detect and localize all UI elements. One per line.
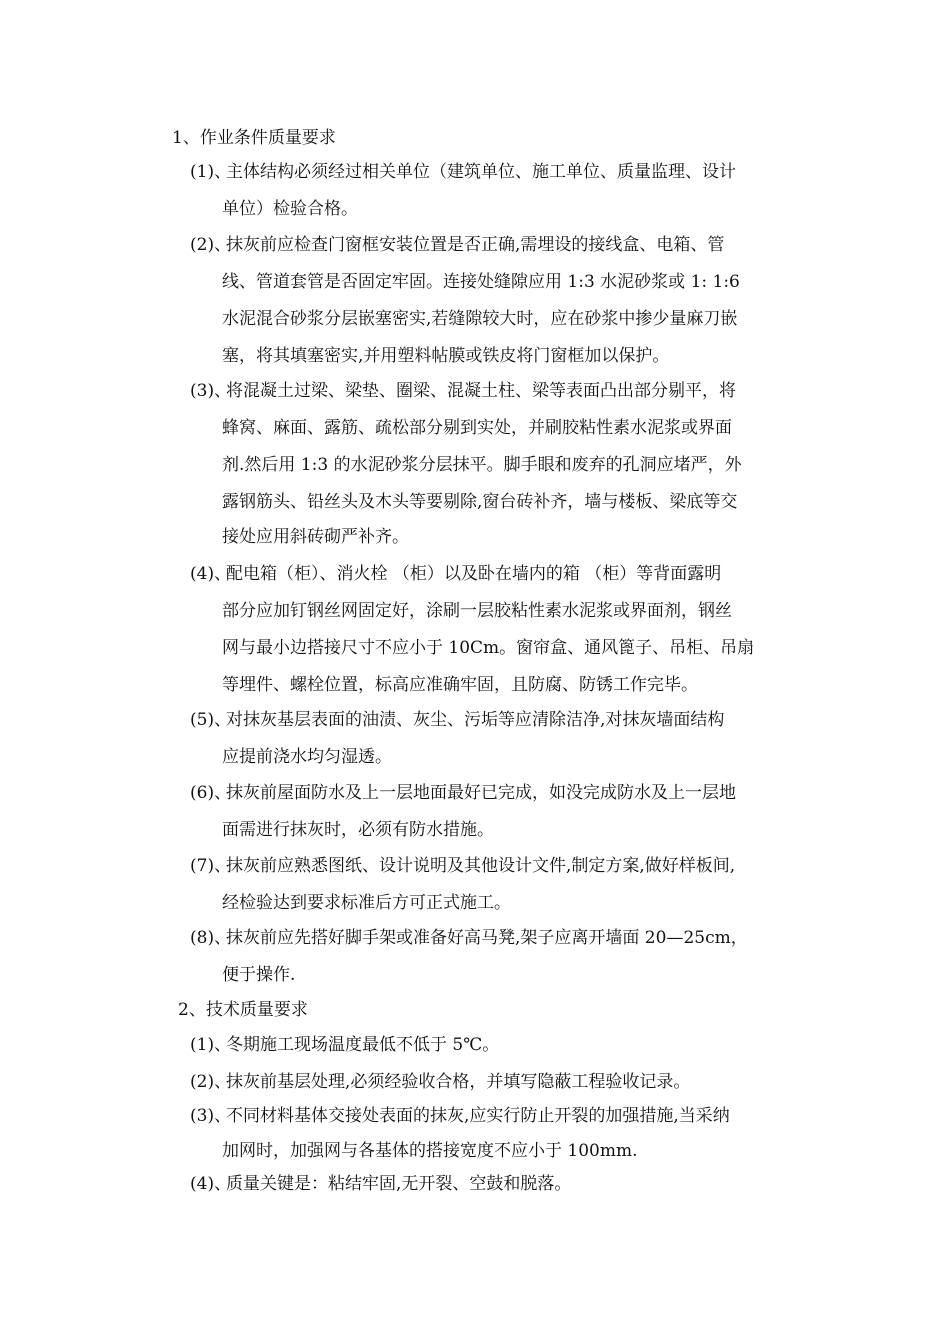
item-1-2-line-1: 抹灰前应检查门窗框安装位置是否正确,需埋设的接线盒、电箱、管 [226,235,725,255]
item-1-6-line-2: 面需进行抹灰时，必须有防水措施。 [222,820,494,840]
item-1-3-line-2: 蜂窝、麻面、露筋、疏松部分剔到实处，并刷胶粘性素水泥浆或界面 [222,418,732,438]
item-1-3-line-5: 接处应用斜砖砌严补齐。 [222,527,409,547]
item-1-2-line-2: 线、管道套管是否固定牢固。连接处缝隙应用 1:3 水泥砂浆或 1: 1:6 [222,272,740,292]
item-1-2-line-3: 水泥混合砂浆分层嵌塞密实,若缝隙较大时，应在砂浆中掺少量麻刀嵌 [222,309,738,329]
item-1-2-number: (2)、 [190,235,232,255]
item-1-7-line-1: 抹灰前应熟悉图纸、设计说明及其他设计文件,制定方案,做好样板间, [226,856,736,876]
item-1-5-number: (5)、 [190,710,232,730]
item-1-6-line-1: 抹灰前屋面防水及上一层地面最好已完成，如没完成防水及上一层地 [226,783,736,803]
item-1-4-line-3: 网与最小边搭接尺寸不应小于 10Cm。窗帘盒、通风篦子、吊柜、吊扇 [222,638,755,658]
item-1-3-line-1: 将混凝土过梁、梁垫、圈梁、混凝土柱、梁等表面凸出部分剔平，将 [226,381,736,401]
item-1-7-line-2: 经检验达到要求标准后方可正式施工。 [222,893,511,913]
item-1-3-line-4: 露钢筋头、铅丝头及木头等要剔除,窗台砖补齐，墙与楼板、梁底等交 [222,492,738,512]
item-2-2-line-1: 抹灰前基层处理,必须经验收合格，并填写隐蔽工程验收记录。 [226,1072,691,1092]
item-2-4-line-1: 质量关键是：粘结牢固,无开裂、空鼓和脱落。 [226,1174,572,1194]
item-1-8-line-2: 便于操作. [222,965,296,985]
item-1-1-number: (1)、 [190,162,232,182]
section-2-heading: 2、技术质量要求 [178,1000,308,1020]
item-1-8-number: (8)、 [190,928,232,948]
section-1-heading: 1、作业条件质量要求 [172,128,336,148]
item-1-4-number: (4)、 [190,564,232,584]
item-1-6-number: (6)、 [190,783,232,803]
item-1-3-number: (3)、 [190,381,232,401]
item-2-2-number: (2)、 [190,1072,232,1092]
item-2-1-number: (1)、 [190,1035,232,1055]
item-2-3-line-2: 加网时，加强网与各基体的搭接宽度不应小于 100mm. [222,1141,638,1161]
item-1-3-line-3: 剂.然后用 1:3 的水泥砂浆分层抹平。脚手眼和废弃的孔洞应堵严，外 [222,455,742,475]
item-2-3-number: (3)、 [190,1106,232,1126]
item-2-4-number: (4)、 [190,1174,232,1194]
item-1-8-line-1: 抹灰前应先搭好脚手架或准备好高马凳,架子应离开墙面 20—25cm， [226,928,748,948]
item-1-1-line-1: 主体结构必须经过相关单位（建筑单位、施工单位、质量监理、设计 [226,162,736,182]
item-1-5-line-1: 对抹灰基层表面的油渍、灰尘、污垢等应清除洁净,对抹灰墙面结构 [226,710,725,730]
item-1-5-line-2: 应提前浇水均匀湿透。 [222,747,392,767]
item-1-7-number: (7)、 [190,856,232,876]
item-1-4-line-1: 配电箱（柜）、消火栓 （柜）以及卧在墙内的箱 （柜）等背面露明 [226,564,722,584]
item-2-1-line-1: 冬期施工现场温度最低不低于 5℃。 [226,1035,500,1055]
item-2-3-line-1: 不同材料基体交接处表面的抹灰,应实行防止开裂的加强措施,当采纳 [226,1106,730,1126]
item-1-2-line-4: 塞，将其填塞密实,并用塑料帖膜或铁皮将门窗框加以保护。 [222,346,670,366]
item-1-1-line-2: 单位）检验合格。 [222,199,358,219]
item-1-4-line-4: 等埋件、螺栓位置，标高应准确牢固，且防腐、防锈工作完毕。 [222,675,698,695]
item-1-4-line-2: 部分应加钉钢丝网固定好，涂刷一层胶粘性素水泥浆或界面剂，钢丝 [222,601,732,621]
